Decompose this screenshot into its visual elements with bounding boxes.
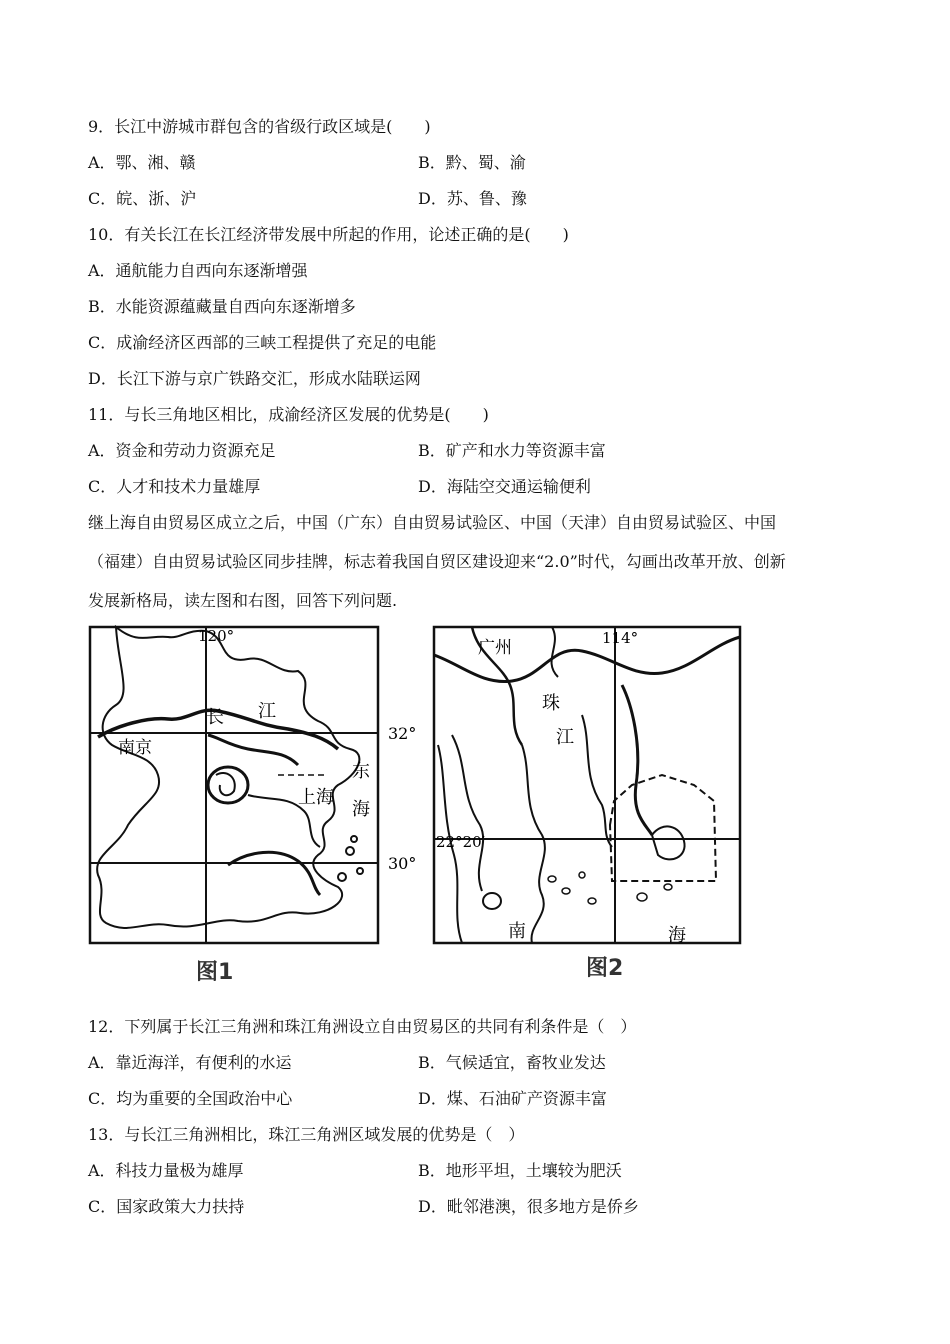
figure-2-map-svg	[432, 625, 752, 955]
figure-1-map	[88, 625, 423, 985]
q9-option-a: A．鄂、湘、赣	[88, 153, 196, 172]
q13-option-c: C．国家政策大力扶持	[88, 1197, 245, 1216]
q13-option-a: A．科技力量极为雄厚	[88, 1161, 244, 1180]
fig1-lat1-label: 32°	[388, 724, 417, 743]
passage-line-1: 继上海自由贸易区成立之后，中国（广东）自由贸易试验区、中国（天津）自由贸易试验区、中国	[88, 513, 777, 532]
fig1-city-shanghai: 上海	[298, 787, 334, 808]
fig1-city-nanjing: 南京	[118, 738, 152, 758]
q12-option-c: C．均为重要的全国政治中心	[88, 1089, 293, 1108]
fig2-lat-label: 22°20′	[436, 833, 486, 851]
passage-line-3: 发展新格局，读左图和右图，回答下列问题.	[88, 591, 398, 610]
figure-2-caption: 图2	[586, 956, 624, 981]
q11-option-a: A．资金和劳动力资源充足	[88, 441, 276, 460]
q9-stem: 9．长江中游城市群包含的省级行政区域是( )	[88, 117, 431, 136]
q9-option-b: B．黔、蜀、渝	[418, 153, 526, 172]
q12-option-a: A．靠近海洋，有便利的水运	[88, 1053, 292, 1072]
fig2-sea-label-2: 海	[668, 925, 686, 946]
q10-option-a: A．通航能力自西向东逐渐增强	[88, 261, 308, 280]
fig1-sea-label-1: 东	[352, 761, 370, 782]
q11-option-c: C．人才和技术力量雄厚	[88, 477, 261, 496]
q10-option-c: C．成渝经济区西部的三峡工程提供了充足的电能	[88, 333, 437, 352]
q12-stem: 12．下列属于长江三角洲和珠江角洲设立自由贸易区的共同有利条件是（ ）	[88, 1017, 637, 1036]
fig1-sea-label-2: 海	[352, 799, 370, 820]
fig2-city-guangzhou: 广州	[478, 638, 512, 658]
fig1-lon-label: 120°	[198, 627, 235, 645]
q13-option-d: D．毗邻港澳，很多地方是侨乡	[418, 1197, 639, 1216]
q13-stem: 13．与长江三角洲相比，珠江三角洲区域发展的优势是（ ）	[88, 1125, 525, 1144]
figure-1-caption: 图1	[196, 960, 234, 985]
figure-2-map	[432, 625, 752, 985]
fig2-lon-label: 114°	[602, 629, 639, 647]
fig2-river-label-1: 珠	[542, 693, 560, 714]
q10-stem: 10．有关长江在长江经济带发展中所起的作用，论述正确的是( )	[88, 225, 569, 244]
fig2-sea-label-1: 南	[508, 921, 526, 942]
q11-stem: 11．与长三角地区相比，成渝经济区发展的优势是( )	[88, 405, 489, 424]
fig1-river-label-2: 江	[258, 701, 276, 722]
q10-option-b: B．水能资源蕴藏量自西向东逐渐增多	[88, 297, 356, 316]
fig1-river-label-1: 长	[206, 707, 224, 728]
q9-option-c: C．皖、浙、沪	[88, 189, 197, 208]
q11-option-d: D．海陆空交通运输便利	[418, 477, 591, 496]
fig2-river-label-2: 江	[556, 727, 574, 748]
fig1-lat2-label: 30°	[388, 854, 417, 873]
q13-option-b: B．地形平坦，土壤较为肥沃	[418, 1161, 622, 1180]
q10-option-d: D．长江下游与京广铁路交汇，形成水陆联运网	[88, 369, 421, 388]
figure-1-map-svg	[88, 625, 423, 955]
q12-option-d: D．煤、石油矿产资源丰富	[418, 1089, 607, 1108]
q12-option-b: B．气候适宜，畜牧业发达	[418, 1053, 606, 1072]
q9-option-d: D．苏、鲁、豫	[418, 189, 527, 208]
q11-option-b: B．矿产和水力等资源丰富	[418, 441, 606, 460]
passage-line-2: （福建）自由贸易试验区同步挂牌，标志着我国自贸区建设迎来“2.0”时代，勾画出改革开放、创新	[88, 552, 786, 571]
